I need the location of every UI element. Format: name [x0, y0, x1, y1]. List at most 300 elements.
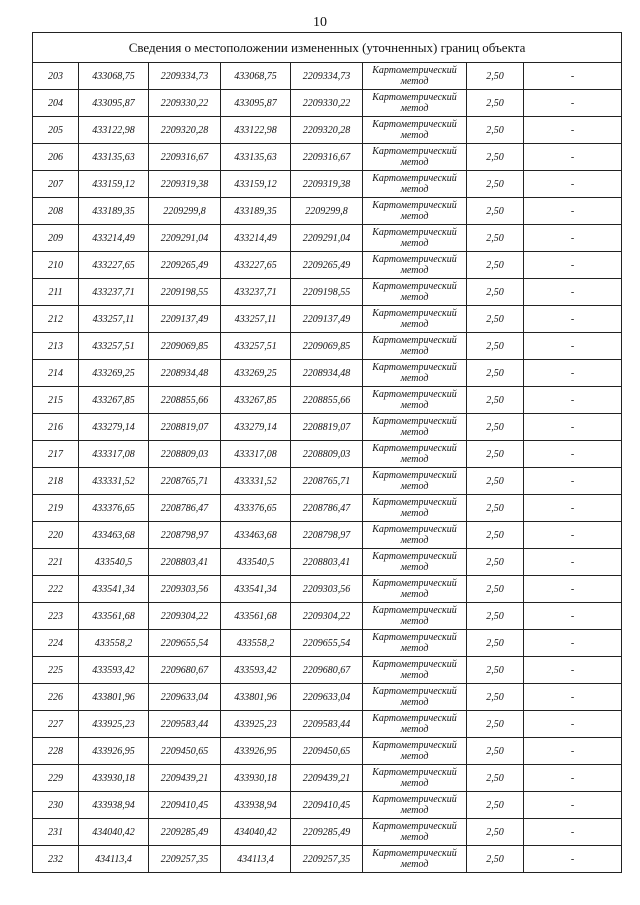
point-number-cell: 219	[33, 495, 79, 522]
table-row	[33, 225, 622, 252]
table-row	[33, 117, 622, 144]
new-y-cell: 2209450,65	[291, 738, 363, 765]
method-line-1: Картометрический	[372, 281, 457, 292]
accuracy-cell: 2,50	[467, 387, 524, 414]
existing-y-cell: 2209069,85	[149, 333, 221, 360]
method-line-1: Картометрический	[372, 767, 457, 778]
new-x-cell: 433331,52	[221, 468, 291, 495]
table-row	[33, 414, 622, 441]
point-number-cell: 220	[33, 522, 79, 549]
method-line-2: метод	[400, 670, 429, 681]
note-cell: -	[524, 576, 622, 603]
table-row	[33, 792, 622, 819]
note-cell: -	[524, 279, 622, 306]
new-x-cell: 434113,4	[221, 846, 291, 873]
table-row	[33, 63, 622, 90]
existing-y-cell: 2208855,66	[149, 387, 221, 414]
accuracy-cell: 2,50	[467, 603, 524, 630]
new-x-cell: 433938,94	[221, 792, 291, 819]
note-cell: -	[524, 765, 622, 792]
existing-x-cell: 433463,68	[79, 522, 149, 549]
table-row	[33, 90, 622, 117]
method-line-1: Картометрический	[372, 470, 457, 481]
existing-x-cell: 433279,14	[79, 414, 149, 441]
new-y-cell: 2208809,03	[291, 441, 363, 468]
existing-y-cell: 2209439,21	[149, 765, 221, 792]
new-x-cell: 433561,68	[221, 603, 291, 630]
method-cell	[363, 171, 467, 198]
note-cell: -	[524, 171, 622, 198]
note-cell: -	[524, 468, 622, 495]
new-x-cell: 433317,08	[221, 441, 291, 468]
note-cell: -	[524, 603, 622, 630]
method-cell	[363, 549, 467, 576]
page-number: 10	[313, 15, 327, 30]
existing-x-cell: 433257,11	[79, 306, 149, 333]
new-x-cell: 433925,23	[221, 711, 291, 738]
method-cell	[363, 63, 467, 90]
point-number-cell: 208	[33, 198, 79, 225]
existing-x-cell: 433135,63	[79, 144, 149, 171]
existing-y-cell: 2208934,48	[149, 360, 221, 387]
note-cell: -	[524, 630, 622, 657]
method-cell	[363, 387, 467, 414]
existing-y-cell: 2209319,38	[149, 171, 221, 198]
existing-y-cell: 2209198,55	[149, 279, 221, 306]
table-row	[33, 279, 622, 306]
method-line-1: Картометрический	[372, 524, 457, 535]
new-y-cell: 2209319,38	[291, 171, 363, 198]
point-number-cell: 226	[33, 684, 79, 711]
method-line-1: Картометрический	[372, 659, 457, 670]
new-y-cell: 2209069,85	[291, 333, 363, 360]
method-line-2: метод	[400, 481, 429, 492]
existing-y-cell: 2209137,49	[149, 306, 221, 333]
point-number-cell: 218	[33, 468, 79, 495]
method-cell	[363, 144, 467, 171]
existing-y-cell: 2209303,56	[149, 576, 221, 603]
method-line-2: метод	[400, 184, 429, 195]
existing-x-cell: 433558,2	[79, 630, 149, 657]
table-row	[33, 333, 622, 360]
note-cell: -	[524, 360, 622, 387]
table-row	[33, 522, 622, 549]
existing-x-cell: 433540,5	[79, 549, 149, 576]
method-line-1: Картометрический	[372, 92, 457, 103]
accuracy-cell: 2,50	[467, 198, 524, 225]
method-line-2: метод	[400, 157, 429, 168]
existing-y-cell: 2209265,49	[149, 252, 221, 279]
note-cell: -	[524, 657, 622, 684]
table-row	[33, 738, 622, 765]
table-caption: Сведения о местоположении измененных (уточненных) границ объекта	[33, 33, 622, 63]
existing-x-cell: 433214,49	[79, 225, 149, 252]
existing-x-cell: 433801,96	[79, 684, 149, 711]
accuracy-cell: 2,50	[467, 576, 524, 603]
point-number-cell: 206	[33, 144, 79, 171]
note-cell: -	[524, 495, 622, 522]
new-x-cell: 433068,75	[221, 63, 291, 90]
accuracy-cell: 2,50	[467, 711, 524, 738]
existing-x-cell: 433159,12	[79, 171, 149, 198]
existing-y-cell: 2209450,65	[149, 738, 221, 765]
method-line-1: Картометрический	[372, 848, 457, 859]
existing-x-cell: 433331,52	[79, 468, 149, 495]
note-cell: -	[524, 90, 622, 117]
table-row	[33, 846, 622, 873]
new-y-cell: 2208855,66	[291, 387, 363, 414]
method-line-2: метод	[400, 427, 429, 438]
point-number-cell: 211	[33, 279, 79, 306]
method-line-2: метод	[400, 859, 429, 870]
method-line-2: метод	[400, 346, 429, 357]
method-cell	[363, 576, 467, 603]
new-y-cell: 2208934,48	[291, 360, 363, 387]
new-y-cell: 2209330,22	[291, 90, 363, 117]
accuracy-cell: 2,50	[467, 765, 524, 792]
new-x-cell: 433267,85	[221, 387, 291, 414]
table-row	[33, 603, 622, 630]
new-y-cell: 2208819,07	[291, 414, 363, 441]
point-number-cell: 203	[33, 63, 79, 90]
point-number-cell: 227	[33, 711, 79, 738]
new-y-cell: 2209285,49	[291, 819, 363, 846]
existing-y-cell: 2209320,28	[149, 117, 221, 144]
point-number-cell: 209	[33, 225, 79, 252]
existing-y-cell: 2208786,47	[149, 495, 221, 522]
existing-x-cell: 433930,18	[79, 765, 149, 792]
point-number-cell: 204	[33, 90, 79, 117]
existing-x-cell: 433257,51	[79, 333, 149, 360]
new-x-cell: 433930,18	[221, 765, 291, 792]
note-cell: -	[524, 225, 622, 252]
method-line-2: метод	[400, 211, 429, 222]
method-cell	[363, 738, 467, 765]
point-number-cell: 205	[33, 117, 79, 144]
accuracy-cell: 2,50	[467, 90, 524, 117]
new-x-cell: 433159,12	[221, 171, 291, 198]
accuracy-cell: 2,50	[467, 495, 524, 522]
table-row	[33, 144, 622, 171]
new-y-cell: 2209334,73	[291, 63, 363, 90]
method-line-2: метод	[400, 508, 429, 519]
point-number-cell: 231	[33, 819, 79, 846]
accuracy-cell: 2,50	[467, 738, 524, 765]
note-cell: -	[524, 441, 622, 468]
note-cell: -	[524, 252, 622, 279]
point-number-cell: 210	[33, 252, 79, 279]
existing-x-cell: 433095,87	[79, 90, 149, 117]
new-y-cell: 2209265,49	[291, 252, 363, 279]
table-row	[33, 198, 622, 225]
new-y-cell: 2209299,8	[291, 198, 363, 225]
table-row	[33, 441, 622, 468]
new-y-cell: 2208765,71	[291, 468, 363, 495]
existing-x-cell: 433068,75	[79, 63, 149, 90]
note-cell: -	[524, 711, 622, 738]
new-y-cell: 2209303,56	[291, 576, 363, 603]
accuracy-cell: 2,50	[467, 414, 524, 441]
method-line-2: метод	[400, 589, 429, 600]
existing-x-cell: 433237,71	[79, 279, 149, 306]
existing-y-cell: 2209304,22	[149, 603, 221, 630]
table-row	[33, 576, 622, 603]
new-y-cell: 2209633,04	[291, 684, 363, 711]
accuracy-cell: 2,50	[467, 144, 524, 171]
existing-y-cell: 2209316,67	[149, 144, 221, 171]
method-line-1: Картометрический	[372, 632, 457, 643]
accuracy-cell: 2,50	[467, 630, 524, 657]
method-line-2: метод	[400, 265, 429, 276]
note-cell: -	[524, 306, 622, 333]
method-line-1: Картометрический	[372, 227, 457, 238]
accuracy-cell: 2,50	[467, 792, 524, 819]
existing-x-cell: 433122,98	[79, 117, 149, 144]
method-cell	[363, 306, 467, 333]
table-row	[33, 684, 622, 711]
accuracy-cell: 2,50	[467, 117, 524, 144]
existing-x-cell: 433269,25	[79, 360, 149, 387]
table-row	[33, 387, 622, 414]
method-line-1: Картометрический	[372, 173, 457, 184]
method-cell	[363, 603, 467, 630]
method-line-2: метод	[400, 76, 429, 87]
method-line-2: метод	[400, 643, 429, 654]
point-number-cell: 222	[33, 576, 79, 603]
existing-x-cell: 433376,65	[79, 495, 149, 522]
accuracy-cell: 2,50	[467, 333, 524, 360]
new-x-cell: 433257,51	[221, 333, 291, 360]
existing-x-cell: 433925,23	[79, 711, 149, 738]
accuracy-cell: 2,50	[467, 549, 524, 576]
new-x-cell: 433257,11	[221, 306, 291, 333]
new-x-cell: 433541,34	[221, 576, 291, 603]
table-row	[33, 711, 622, 738]
method-line-2: метод	[400, 535, 429, 546]
method-cell	[363, 657, 467, 684]
method-line-2: метод	[400, 400, 429, 411]
new-y-cell: 2209583,44	[291, 711, 363, 738]
accuracy-cell: 2,50	[467, 63, 524, 90]
table-row	[33, 495, 622, 522]
method-line-1: Картометрический	[372, 65, 457, 76]
existing-y-cell: 2208798,97	[149, 522, 221, 549]
method-line-1: Картометрический	[372, 335, 457, 346]
note-cell: -	[524, 117, 622, 144]
existing-x-cell: 433317,08	[79, 441, 149, 468]
existing-y-cell: 2209257,35	[149, 846, 221, 873]
method-line-2: метод	[400, 319, 429, 330]
existing-y-cell: 2208765,71	[149, 468, 221, 495]
new-x-cell: 433593,42	[221, 657, 291, 684]
new-x-cell: 433558,2	[221, 630, 291, 657]
existing-x-cell: 433926,95	[79, 738, 149, 765]
existing-x-cell: 433561,68	[79, 603, 149, 630]
method-cell	[363, 252, 467, 279]
point-number-cell: 221	[33, 549, 79, 576]
method-cell	[363, 198, 467, 225]
note-cell: -	[524, 387, 622, 414]
existing-x-cell: 433267,85	[79, 387, 149, 414]
method-cell	[363, 792, 467, 819]
method-line-2: метод	[400, 373, 429, 384]
point-number-cell: 214	[33, 360, 79, 387]
note-cell: -	[524, 63, 622, 90]
new-x-cell: 433279,14	[221, 414, 291, 441]
method-line-2: метод	[400, 724, 429, 735]
point-number-cell: 223	[33, 603, 79, 630]
method-line-1: Картометрический	[372, 119, 457, 130]
note-cell: -	[524, 198, 622, 225]
method-line-2: метод	[400, 616, 429, 627]
accuracy-cell: 2,50	[467, 441, 524, 468]
accuracy-cell: 2,50	[467, 306, 524, 333]
new-y-cell: 2208798,97	[291, 522, 363, 549]
new-x-cell: 433801,96	[221, 684, 291, 711]
new-y-cell: 2209304,22	[291, 603, 363, 630]
method-line-2: метод	[400, 832, 429, 843]
method-line-1: Картометрический	[372, 740, 457, 751]
existing-y-cell: 2209299,8	[149, 198, 221, 225]
note-cell: -	[524, 684, 622, 711]
new-x-cell: 433540,5	[221, 549, 291, 576]
note-cell: -	[524, 819, 622, 846]
method-line-1: Картометрический	[372, 146, 457, 157]
existing-y-cell: 2209583,44	[149, 711, 221, 738]
method-line-2: метод	[400, 697, 429, 708]
method-cell	[363, 711, 467, 738]
new-x-cell: 433189,35	[221, 198, 291, 225]
method-line-1: Картометрический	[372, 362, 457, 373]
new-x-cell: 434040,42	[221, 819, 291, 846]
accuracy-cell: 2,50	[467, 684, 524, 711]
new-y-cell: 2209316,67	[291, 144, 363, 171]
method-cell	[363, 495, 467, 522]
method-line-2: метод	[400, 454, 429, 465]
new-y-cell: 2209320,28	[291, 117, 363, 144]
method-line-1: Картометрический	[372, 200, 457, 211]
point-number-cell: 224	[33, 630, 79, 657]
new-y-cell: 2209257,35	[291, 846, 363, 873]
method-line-1: Картометрический	[372, 605, 457, 616]
accuracy-cell: 2,50	[467, 846, 524, 873]
existing-y-cell: 2208809,03	[149, 441, 221, 468]
accuracy-cell: 2,50	[467, 360, 524, 387]
new-x-cell: 433135,63	[221, 144, 291, 171]
method-cell	[363, 441, 467, 468]
new-x-cell: 433227,65	[221, 252, 291, 279]
new-x-cell: 433214,49	[221, 225, 291, 252]
point-number-cell: 217	[33, 441, 79, 468]
method-line-1: Картометрический	[372, 794, 457, 805]
point-number-cell: 229	[33, 765, 79, 792]
method-line-2: метод	[400, 238, 429, 249]
method-line-1: Картометрический	[372, 497, 457, 508]
new-y-cell: 2209291,04	[291, 225, 363, 252]
point-number-cell: 230	[33, 792, 79, 819]
point-number-cell: 225	[33, 657, 79, 684]
new-y-cell: 2208786,47	[291, 495, 363, 522]
point-number-cell: 232	[33, 846, 79, 873]
new-x-cell: 433463,68	[221, 522, 291, 549]
existing-y-cell: 2209330,22	[149, 90, 221, 117]
method-cell	[363, 225, 467, 252]
existing-y-cell: 2209655,54	[149, 630, 221, 657]
existing-y-cell: 2209285,49	[149, 819, 221, 846]
existing-y-cell: 2209680,67	[149, 657, 221, 684]
point-number-cell: 216	[33, 414, 79, 441]
method-line-1: Картометрический	[372, 443, 457, 454]
new-y-cell: 2209655,54	[291, 630, 363, 657]
method-line-1: Картометрический	[372, 578, 457, 589]
table-row	[33, 252, 622, 279]
table-row	[33, 549, 622, 576]
note-cell: -	[524, 792, 622, 819]
note-cell: -	[524, 846, 622, 873]
method-cell	[363, 522, 467, 549]
table-body	[33, 63, 622, 873]
method-line-1: Картометрический	[372, 821, 457, 832]
existing-y-cell: 2208803,41	[149, 549, 221, 576]
table-row	[33, 657, 622, 684]
accuracy-cell: 2,50	[467, 279, 524, 306]
new-x-cell: 433237,71	[221, 279, 291, 306]
method-line-1: Картометрический	[372, 416, 457, 427]
existing-y-cell: 2209410,45	[149, 792, 221, 819]
point-number-cell: 207	[33, 171, 79, 198]
new-x-cell: 433095,87	[221, 90, 291, 117]
method-cell	[363, 333, 467, 360]
new-y-cell: 2209198,55	[291, 279, 363, 306]
new-y-cell: 2209410,45	[291, 792, 363, 819]
table-row	[33, 468, 622, 495]
boundary-coordinates-table	[32, 32, 622, 873]
method-cell	[363, 630, 467, 657]
new-x-cell: 433122,98	[221, 117, 291, 144]
new-y-cell: 2209680,67	[291, 657, 363, 684]
accuracy-cell: 2,50	[467, 171, 524, 198]
method-line-1: Картометрический	[372, 389, 457, 400]
method-line-2: метод	[400, 292, 429, 303]
method-line-2: метод	[400, 103, 429, 114]
point-number-cell: 213	[33, 333, 79, 360]
accuracy-cell: 2,50	[467, 522, 524, 549]
method-line-2: метод	[400, 751, 429, 762]
new-x-cell: 433926,95	[221, 738, 291, 765]
accuracy-cell: 2,50	[467, 252, 524, 279]
table-row	[33, 819, 622, 846]
note-cell: -	[524, 144, 622, 171]
method-line-2: метод	[400, 778, 429, 789]
point-number-cell: 212	[33, 306, 79, 333]
accuracy-cell: 2,50	[467, 225, 524, 252]
new-x-cell: 433376,65	[221, 495, 291, 522]
accuracy-cell: 2,50	[467, 819, 524, 846]
existing-x-cell: 434040,42	[79, 819, 149, 846]
method-cell	[363, 279, 467, 306]
method-cell	[363, 846, 467, 873]
method-line-1: Картометрический	[372, 254, 457, 265]
new-y-cell: 2209137,49	[291, 306, 363, 333]
method-line-1: Картометрический	[372, 551, 457, 562]
method-cell	[363, 90, 467, 117]
table-row	[33, 171, 622, 198]
note-cell: -	[524, 333, 622, 360]
method-cell	[363, 765, 467, 792]
existing-y-cell: 2209291,04	[149, 225, 221, 252]
existing-y-cell: 2209334,73	[149, 63, 221, 90]
new-y-cell: 2209439,21	[291, 765, 363, 792]
